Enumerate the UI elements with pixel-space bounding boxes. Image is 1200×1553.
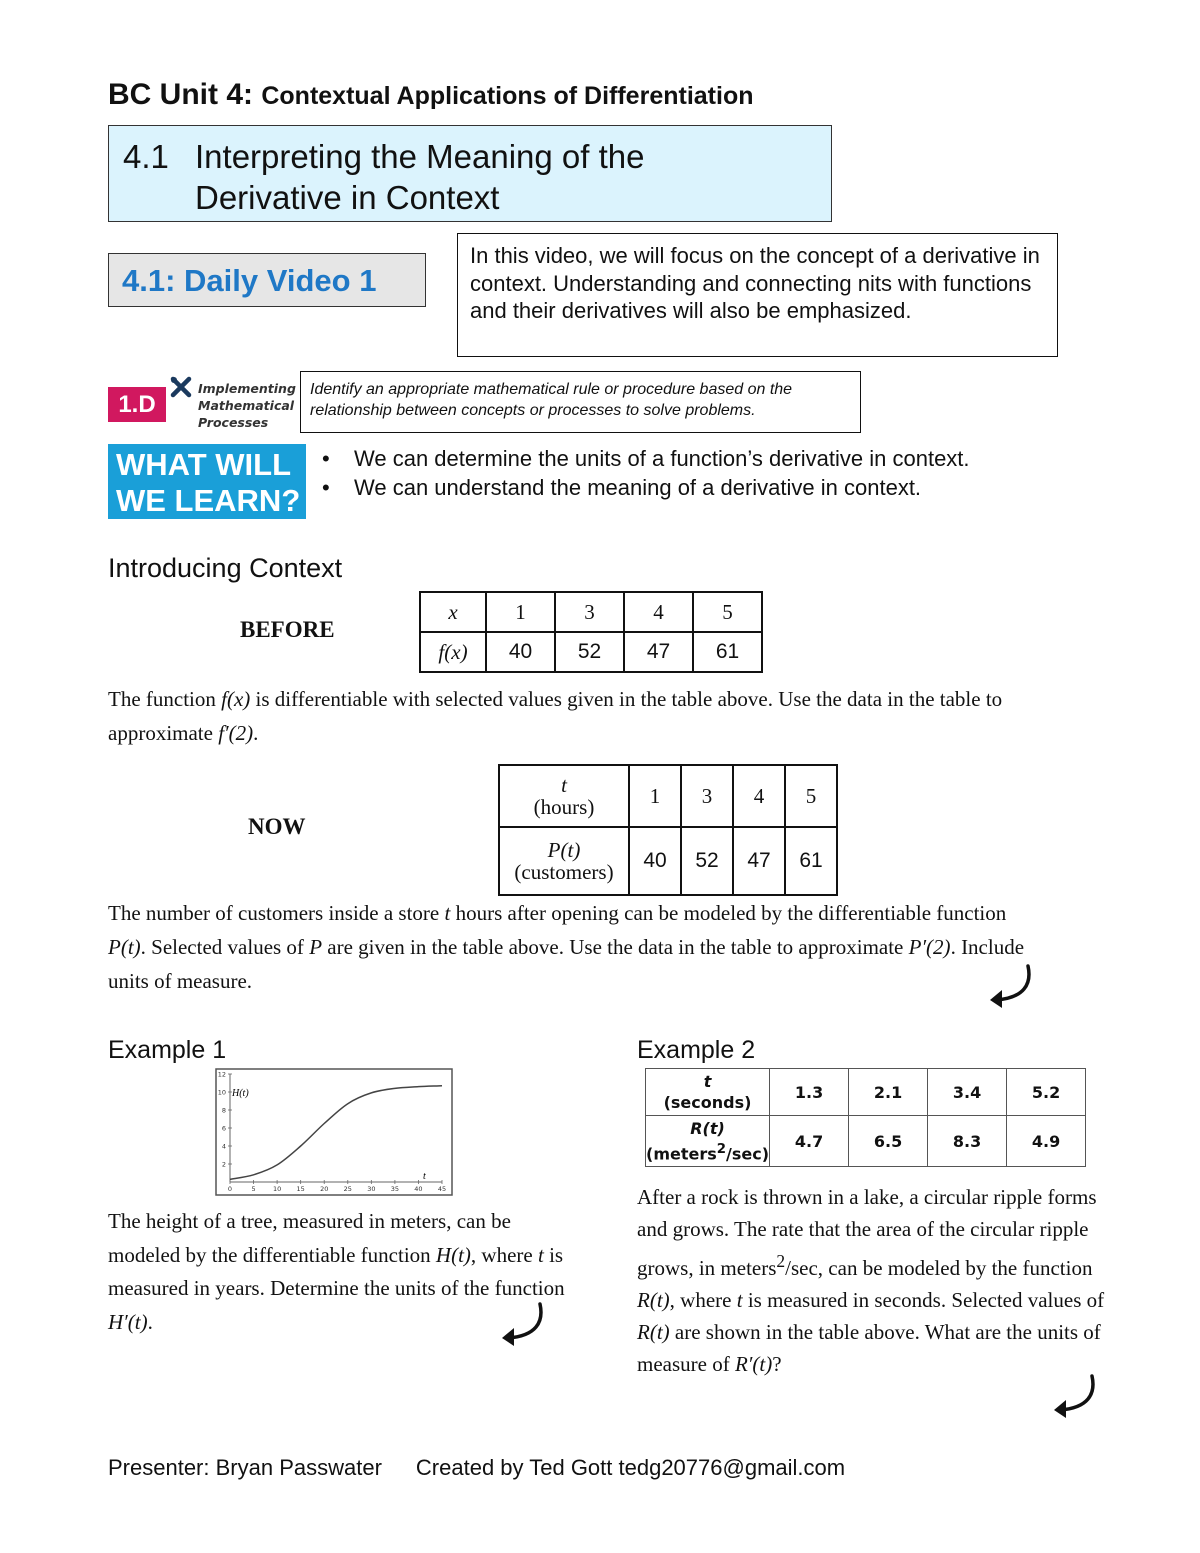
header-unit: (hours)	[533, 795, 595, 819]
ripple-table	[645, 1068, 1086, 1167]
table-header: f(x)	[420, 632, 486, 672]
unit-subtitle: Contextual Applications of Differentiation	[261, 82, 754, 110]
lesson-title-text1: Interpreting the Meaning of the	[195, 138, 645, 175]
example-1-heading: Example 1	[108, 1036, 227, 1064]
curved-arrow-icon	[494, 1300, 550, 1350]
creator-credit: Created by Ted Gott tedg20776@gmail.com	[415, 1455, 846, 1480]
header-var: P(t)	[547, 838, 581, 862]
superscript: 2	[776, 1251, 786, 1271]
table-cell: 5	[693, 592, 762, 632]
video-intro-box: In this video, we will focus on the concept of a derivative in context. Understanding and connecting nits with functions and their derivatives will also be emphasized.	[457, 233, 1058, 357]
graph-axis-label: t	[423, 1171, 426, 1182]
x-tick-label: 10	[272, 1185, 282, 1193]
table-header	[499, 765, 629, 827]
height-graph	[214, 1068, 454, 1196]
table-cell: 3.4	[928, 1069, 1007, 1116]
text-run: ?	[772, 1352, 782, 1376]
practice-description: Identify an appropriate mathematical rule or procedure based on the relationship between concepts or processes to solve problems.	[300, 371, 861, 433]
unit-label: BC Unit 4:	[108, 78, 253, 111]
math-expression: R(t)	[637, 1288, 670, 1312]
text-run: The height of a tree, measured in meters, can be modeled by the differentiable function	[108, 1209, 511, 1267]
table-cell: 5.2	[1007, 1069, 1086, 1116]
text-run: /sec, can be modeled by the function	[785, 1256, 1093, 1280]
text-run: is differentiable with selected values given in the table above. Use the data in the table to approximate	[108, 687, 1003, 745]
x-tick-label: 25	[343, 1185, 352, 1193]
table-cell: 40	[629, 827, 681, 895]
table-cell: 40	[486, 632, 555, 672]
practice-name-line3: Processes	[198, 415, 269, 430]
math-expression: R′(t)	[734, 1352, 773, 1376]
text-run: .	[147, 1309, 153, 1334]
y-tick-label: 12	[217, 1070, 226, 1079]
text-run: is measured in seconds. Selected values of	[747, 1288, 1105, 1312]
before-label: BEFORE	[240, 617, 335, 642]
presenter-credit: Presenter: Bryan Passwater	[108, 1455, 382, 1480]
lesson-title-box	[108, 125, 832, 222]
what-will-we-learn-banner	[108, 444, 306, 519]
text-run: /sec)	[726, 1144, 770, 1164]
table-cell: 8.3	[928, 1116, 1007, 1167]
text-run: .	[253, 721, 259, 745]
text-run: After a rock is thrown in a lake, a circular ripple forms and grows. The rate that the area of the circular ripple grows, in meters	[637, 1185, 1097, 1280]
practice-badge: 1.D	[108, 387, 166, 422]
daily-video-label: 4.1: Daily Video 1	[108, 253, 426, 307]
learning-goal: • We can understand the meaning of a derivative in context.	[322, 473, 970, 502]
table-cell: 4	[624, 592, 693, 632]
table-cell: 2.1	[849, 1069, 928, 1116]
text-run: are shown in the table above. What are the units of measure of	[637, 1320, 1101, 1376]
learning-goals	[322, 444, 970, 502]
cross-tools-icon	[170, 376, 192, 398]
y-tick-label: 8	[221, 1106, 226, 1115]
header-unit: (seconds)	[663, 1093, 752, 1112]
x-tick-label: 45	[437, 1185, 447, 1193]
table-cell: 4.9	[1007, 1116, 1086, 1167]
text-run: . Include units of measure.	[108, 935, 1025, 993]
superscript: 2	[716, 1141, 727, 1157]
math-expression: H′(t)	[108, 1309, 148, 1334]
text-run: (meters	[646, 1144, 717, 1164]
curved-arrow-icon	[982, 962, 1038, 1012]
before-table	[419, 591, 763, 673]
header-unit: (customers)	[514, 860, 614, 884]
header-var: R(t)	[690, 1118, 725, 1138]
text-run: The function	[108, 687, 216, 711]
footer	[108, 1455, 845, 1481]
curved-arrow-icon	[1046, 1372, 1102, 1422]
table-cell: 5	[785, 765, 837, 827]
x-tick-label: 30	[367, 1185, 376, 1193]
section-heading: Introducing Context	[108, 553, 343, 583]
lesson-title-line1	[123, 136, 831, 177]
header-var: t	[703, 1072, 712, 1091]
text-run: . Selected values of	[140, 935, 304, 959]
learn-title-line2: WE LEARN?	[116, 483, 301, 518]
x-tick-label: 15	[296, 1185, 305, 1193]
learn-title-line1: WHAT WILL	[116, 447, 292, 482]
table-cell: 47	[624, 632, 693, 672]
table-cell: 61	[785, 827, 837, 895]
y-tick-label: 6	[221, 1124, 226, 1133]
text-run: The number of customers inside a store	[108, 901, 440, 925]
y-tick-label: 10	[217, 1088, 226, 1097]
example-2-prompt	[637, 1181, 1117, 1380]
y-tick-label: 2	[221, 1160, 226, 1169]
example-2-heading: Example 2	[637, 1036, 756, 1064]
text-run: , where	[470, 1242, 533, 1267]
table-header	[499, 827, 629, 895]
y-tick-label: 4	[221, 1142, 226, 1151]
table-header	[646, 1116, 770, 1167]
table-cell: 61	[693, 632, 762, 672]
x-tick-label: 35	[390, 1185, 400, 1193]
math-expression: P′(2)	[908, 935, 951, 959]
math-expression: f(x)	[221, 687, 251, 711]
practice-name-line2: Mathematical	[198, 398, 295, 413]
math-var: P	[309, 935, 323, 959]
table-header: x	[420, 592, 486, 632]
text-run: , where	[669, 1288, 732, 1312]
text-run: are given in the table above. Use the data in the table to approximate	[327, 935, 904, 959]
text-run: hours after opening can be modeled by the differentiable function	[455, 901, 1007, 925]
table-cell: 3	[681, 765, 733, 827]
x-tick-label: 0	[227, 1185, 233, 1193]
table-cell: 1	[486, 592, 555, 632]
unit-title	[108, 78, 753, 112]
math-expression: P(t)	[108, 935, 141, 959]
math-expression: R(t)	[637, 1320, 670, 1344]
header-unit	[646, 1139, 769, 1164]
math-var: t	[537, 1242, 544, 1267]
table-cell: 1.3	[770, 1069, 849, 1116]
now-prompt	[108, 896, 1048, 998]
x-tick-label: 20	[320, 1185, 329, 1193]
math-expression: f′(2)	[218, 721, 254, 745]
table-cell: 52	[681, 827, 733, 895]
table-cell: 4	[733, 765, 785, 827]
graph-function-label: H(t)	[232, 1088, 249, 1099]
lesson-number: 4.1	[123, 138, 169, 175]
practice-name	[198, 380, 296, 431]
math-var: t	[736, 1288, 743, 1312]
x-tick-label: 5	[251, 1185, 256, 1193]
now-label: NOW	[248, 814, 306, 839]
text-run: is measured in years. Determine the units of the function	[108, 1242, 565, 1300]
math-expression: H(t)	[435, 1242, 471, 1267]
math-var: t	[444, 901, 451, 925]
table-cell: 52	[555, 632, 624, 672]
practice-name-line1: Implementing	[198, 381, 296, 396]
header-var: t	[561, 773, 567, 797]
table-header	[646, 1069, 770, 1116]
table-cell: 47	[733, 827, 785, 895]
table-cell: 1	[629, 765, 681, 827]
learning-goal: • We can determine the units of a function’s derivative in context.	[322, 444, 970, 473]
lesson-title-line2: Derivative in Context	[195, 179, 500, 216]
table-cell: 4.7	[770, 1116, 849, 1167]
now-table	[498, 764, 838, 896]
before-prompt	[108, 682, 1088, 750]
x-tick-label: 40	[414, 1185, 423, 1193]
table-cell: 3	[555, 592, 624, 632]
table-cell: 6.5	[849, 1116, 928, 1167]
